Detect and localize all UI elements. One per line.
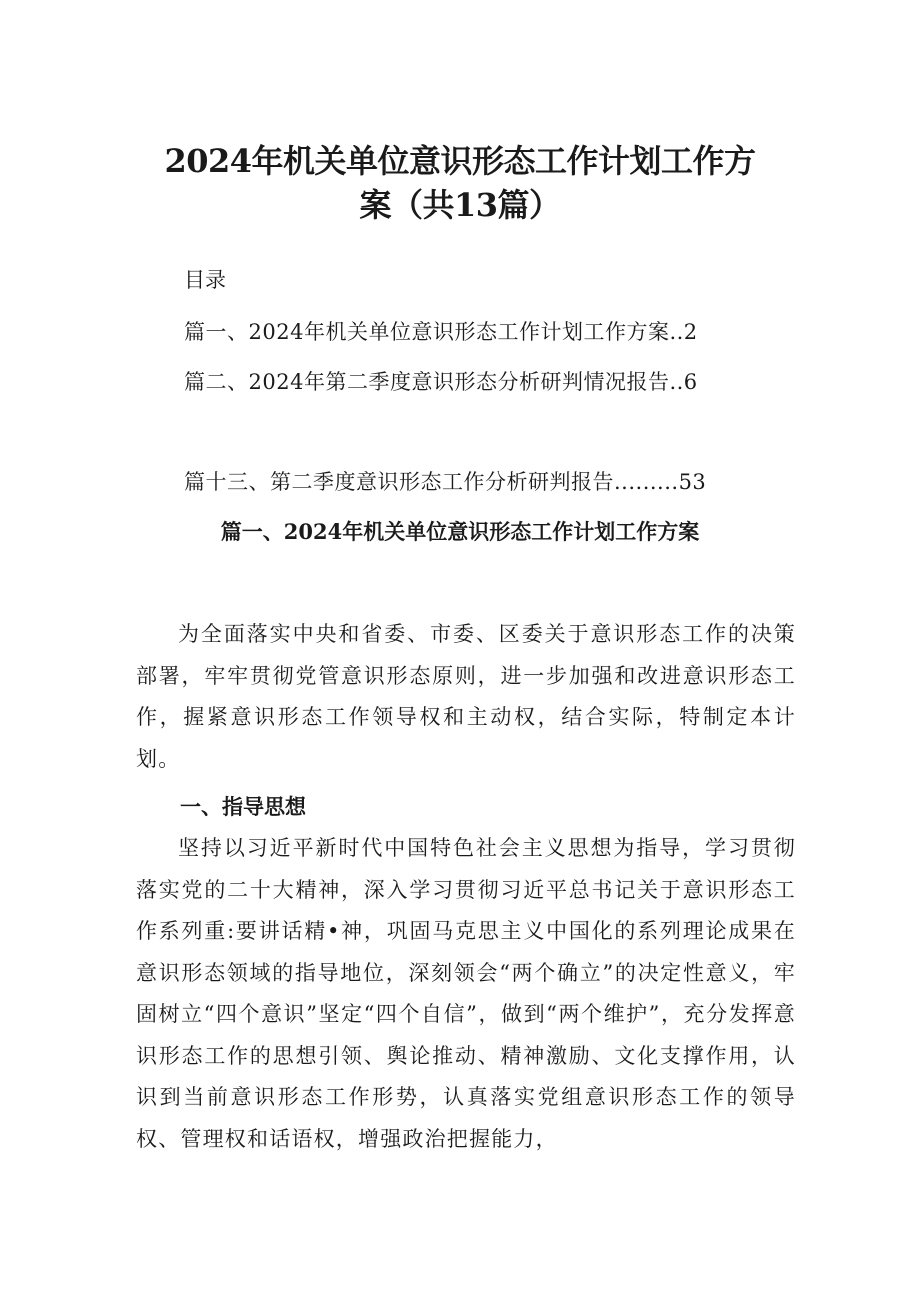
document-title-line-1: 2024年机关单位意识形态工作计划工作方 bbox=[164, 142, 756, 180]
section-title: 篇一、2024年机关单位意识形态工作计划工作方案 bbox=[220, 519, 700, 544]
toc-item[interactable]: 篇一、2024年机关单位意识形态工作计划工作方案..2 bbox=[184, 320, 698, 344]
toc-item[interactable]: 篇十三、第二季度意识形态工作分析研判报告.........53 bbox=[184, 470, 707, 494]
toc-item[interactable]: 篇二、2024年第二季度意识形态分析研判情况报告..6 bbox=[184, 370, 698, 394]
paragraph-guiding-ideology: 坚持以习近平新时代中国特色社会主义思想为指导，学习贯彻落实党的二十大精神，深入学习贯彻习近平总书记关于意识形态工作系列重:要讲话精•神，巩固马克思主义中国化的系列理论成果在意识形态领域的指导地位，深刻领会“两个确立”的决定性意义，牢固树立“四个意识”坚定“四个自信”，做到“两个维护”，充分发挥意识形态工作的思想引领、舆论推动、精神激励、文化支撑作用，认识到当前意识形态工作形势，认真落实党组意识形态工作的领导权、管理权和话语权，增强政治把握能力， bbox=[136, 836, 796, 1151]
document-title-line-2: 案（共13篇） bbox=[359, 186, 561, 224]
heading-guiding-ideology: 一、指导思想 bbox=[180, 794, 306, 819]
toc-heading: 目录 bbox=[184, 268, 226, 292]
paragraph-intro: 为全面落实中央和省委、市委、区委关于意识形态工作的决策部署，牢牢贯彻党管意识形态原则，进一步加强和改进意识形态工作，握紧意识形态工作领导权和主动权，结合实际，特制定本计划。 bbox=[136, 622, 796, 771]
